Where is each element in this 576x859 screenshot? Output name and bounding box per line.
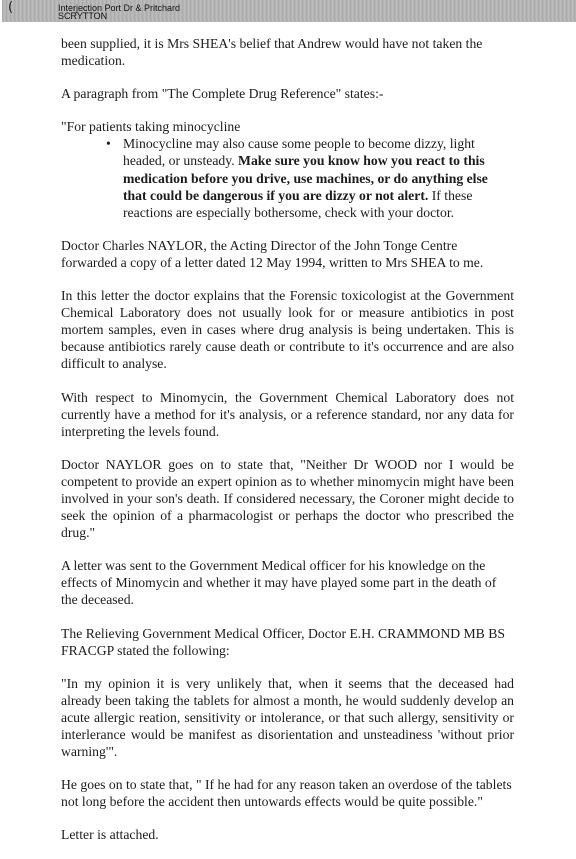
- paragraph-naylor-statement: Doctor NAYLOR goes on to state that, "Neither Dr WOOD nor I would be competent to provide an expert opinion as to whether minomycin might have been involved in your son's death. If considered necessary, the Coroner might decide to seek the opinion of a pharmacologist or perhaps the doctor who prescribed the drug.": [61, 456, 514, 541]
- bullet-text-plain: Minocycline may also cause some people to become dizzy, light headed, or unsteady.: [123, 136, 475, 169]
- paragraph-minomycin-analysis: With respect to Minomycin, the Government Chemical Laboratory does not currently have a method for it's analysis, or a reference standard, nor any data for interpreting the levels found.: [61, 389, 514, 439]
- header-margin-mark: (: [8, 0, 14, 15]
- paragraph-crammond-opinion: "In my opinion it is very unlikely that, when it seems that the deceased had already been taking the tablets for almost a month, he would suddenly develop an acute allergic reation, sensitivity or intolerance, or that such allergy, sensitivity or interlerance would be manifest as disorientation and unsteadiness 'without prior warning'".: [61, 675, 514, 760]
- header-line-1: Interjection Port Dr & Pritchard: [58, 3, 181, 13]
- paragraph-continuation: been supplied, it is Mrs SHEA's belief that Andrew would have not taken the medication.: [61, 36, 483, 69]
- paragraph-toxicologist: In this letter the doctor explains that the Forensic toxicologist at the Government Chemical Laboratory does not usually look for or measure antibiotics in post mortem samples, even in cases where drug analysis is being undertaken. This is because antibiotics rarely cause death or contribute to it's occurrence and are also difficult to analyse.: [61, 288, 514, 372]
- paragraph-drug-reference-intro: A paragraph from "The Complete Drug Reference" states:-: [61, 86, 384, 102]
- quote-bullet-list: [61, 135, 514, 220]
- paragraph-letter-attached: Letter is attached.: [61, 827, 159, 843]
- bullet-text-bold: Make sure you know how you react to this medication before you drive, use machines, or do anything else that could be dangerous if you are dizzy or not alert.: [123, 153, 488, 203]
- paragraph-medical-officer-letter: A letter was sent to the Government Medical officer for his knowledge on the effects of Minomycin and whether it may have played some part in the death of the deceased.: [61, 558, 497, 608]
- bullet-icon: •: [106, 136, 111, 152]
- paragraph-naylor-letter: Doctor Charles NAYLOR, the Acting Director of the John Tonge Centre forwarded a copy of a letter dated 12 May 1994, written to Mrs SHEA to me.: [61, 237, 484, 270]
- quote-intro: "For patients taking minocycline: [61, 119, 241, 135]
- fax-header-strip: [2, 0, 576, 22]
- quote-bullet-item: [106, 135, 514, 220]
- document-body: [61, 35, 514, 859]
- paragraph-overdose-statement: He goes on to state that, " If he had for any reason taken an overdose of the tablets not long before the accident then untowards effects would be quite possible.": [61, 777, 512, 810]
- bullet-text-tail: If these reactions are especially bothersome, check with your doctor.: [123, 187, 473, 220]
- paragraph-crammond-intro: The Relieving Government Medical Officer, Doctor E.H. CRAMMOND MB BS FRACGP stated the following:: [61, 625, 505, 658]
- header-line-2: SCRYTTON: [58, 11, 108, 21]
